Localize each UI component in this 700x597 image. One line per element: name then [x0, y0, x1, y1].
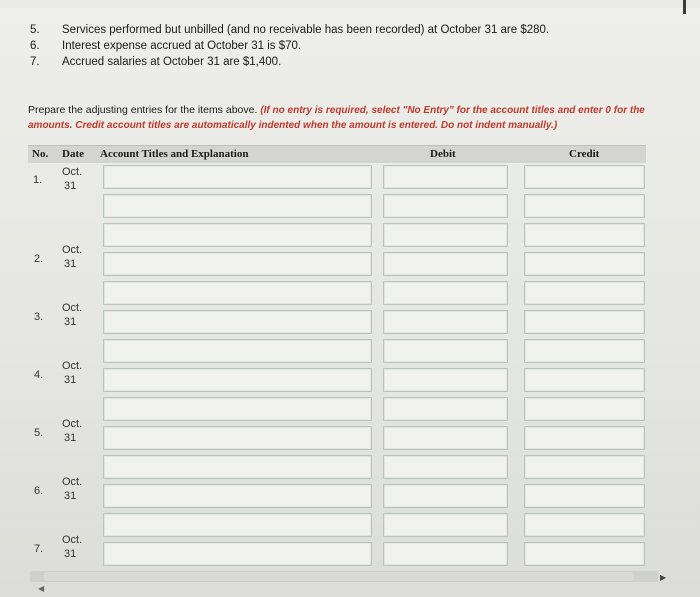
account-title-field[interactable] — [103, 542, 372, 566]
item-text: Services performed but unbilled (and no receivable has been recorded) at October 31 are $280. — [62, 24, 550, 36]
entry-date — [62, 243, 82, 271]
account-title-field[interactable] — [103, 397, 372, 421]
account-title-field[interactable] — [103, 455, 372, 479]
scroll-left-icon[interactable]: ◀ — [38, 584, 45, 593]
entry-date-month: Oct. — [62, 360, 83, 372]
account-title-field[interactable] — [103, 310, 372, 334]
debit-amount-field[interactable] — [383, 281, 508, 305]
credit-amount-field[interactable] — [524, 310, 645, 334]
entry-date-day: 31 — [64, 258, 77, 270]
header-account: Account Titles and Explanation — [100, 148, 249, 160]
header-no: No. — [32, 148, 49, 160]
debit-amount-field[interactable] — [383, 542, 508, 566]
account-title-field[interactable] — [103, 252, 372, 276]
debit-amount-field[interactable] — [383, 252, 508, 276]
entry-date-month: Oct. — [62, 476, 83, 488]
account-title-field[interactable] — [103, 368, 372, 392]
entry-number: 3. — [34, 311, 44, 323]
debit-amount-field[interactable] — [383, 223, 508, 247]
entry-number: 6. — [34, 485, 44, 497]
instructions — [28, 103, 658, 133]
account-title-field[interactable] — [103, 426, 372, 450]
scroll-right-icon[interactable]: ▶ — [660, 573, 667, 582]
table-header — [28, 145, 646, 163]
account-title-field[interactable] — [103, 513, 372, 537]
credit-amount-field[interactable] — [524, 513, 645, 537]
debit-amount-field[interactable] — [383, 455, 508, 479]
debit-amount-field[interactable] — [383, 194, 508, 218]
entry-date-day: 31 — [64, 432, 77, 444]
entry-date — [62, 165, 82, 193]
header-debit: Debit — [430, 148, 456, 160]
debit-amount-field[interactable] — [383, 165, 508, 189]
debit-amount-field[interactable] — [383, 513, 508, 537]
entry-date-month: Oct. — [62, 302, 83, 314]
entry-date — [62, 475, 82, 503]
debit-amount-field[interactable] — [383, 484, 508, 508]
entry-date-day: 31 — [64, 180, 77, 192]
instructions-note: (If no entry is required, select "No Entry" for the account titles and enter 0 for the amounts. Credit account titles are automatically indented when the amount is entered. Do not indent manually.) — [28, 105, 645, 131]
credit-amount-field[interactable] — [524, 281, 645, 305]
entry-number: 5. — [34, 427, 44, 439]
credit-amount-field[interactable] — [524, 252, 645, 276]
entry-date-month: Oct. — [62, 418, 83, 430]
account-title-field[interactable] — [103, 339, 372, 363]
debit-amount-field[interactable] — [383, 397, 508, 421]
debit-amount-field[interactable] — [383, 368, 508, 392]
credit-amount-field[interactable] — [524, 165, 645, 189]
credit-amount-field[interactable] — [524, 484, 645, 508]
debit-amount-field[interactable] — [383, 310, 508, 334]
horizontal-scrollbar[interactable] — [30, 571, 658, 582]
credit-amount-field[interactable] — [524, 542, 645, 566]
account-title-field[interactable] — [103, 281, 372, 305]
item-number: 5. — [30, 24, 40, 36]
credit-amount-field[interactable] — [524, 455, 645, 479]
account-title-field[interactable] — [103, 194, 372, 218]
credit-amount-field[interactable] — [524, 194, 645, 218]
account-title-field[interactable] — [103, 484, 372, 508]
debit-amount-field[interactable] — [383, 339, 508, 363]
entry-date — [62, 417, 82, 445]
credit-amount-field[interactable] — [524, 426, 645, 450]
edge-mark — [683, 0, 686, 14]
debit-amount-field[interactable] — [383, 426, 508, 450]
item-text: Interest expense accrued at October 31 is $70. — [62, 40, 302, 52]
entry-date-day: 31 — [64, 548, 77, 560]
entry-date — [62, 533, 82, 561]
credit-amount-field[interactable] — [524, 397, 645, 421]
header-date: Date — [62, 148, 84, 160]
credit-amount-field[interactable] — [524, 339, 645, 363]
entry-date-month: Oct. — [62, 244, 83, 256]
entry-number: 2. — [34, 253, 44, 265]
entry-date — [62, 301, 82, 329]
header-credit: Credit — [569, 148, 600, 160]
top-edge — [0, 0, 700, 8]
item-number: 6. — [30, 40, 40, 52]
scrollbar-thumb[interactable] — [44, 572, 634, 581]
instructions-lead: Prepare the adjusting entries for the items above. — [28, 104, 258, 116]
entry-date-day: 31 — [64, 316, 77, 328]
credit-amount-field[interactable] — [524, 223, 645, 247]
entry-date-month: Oct. — [62, 166, 83, 178]
entry-number: 1. — [33, 174, 43, 186]
item-text: Accrued salaries at October 31 are $1,400. — [62, 56, 282, 68]
account-title-field[interactable] — [103, 165, 372, 189]
entry-number: 7. — [34, 543, 44, 555]
account-title-field[interactable] — [103, 223, 372, 247]
entry-number: 4. — [34, 369, 44, 381]
item-number: 7. — [30, 56, 40, 68]
credit-amount-field[interactable] — [524, 368, 645, 392]
entry-date-day: 31 — [64, 374, 77, 386]
entry-date-month: Oct. — [62, 534, 83, 546]
entry-date-day: 31 — [64, 490, 77, 502]
entry-date — [62, 359, 82, 387]
